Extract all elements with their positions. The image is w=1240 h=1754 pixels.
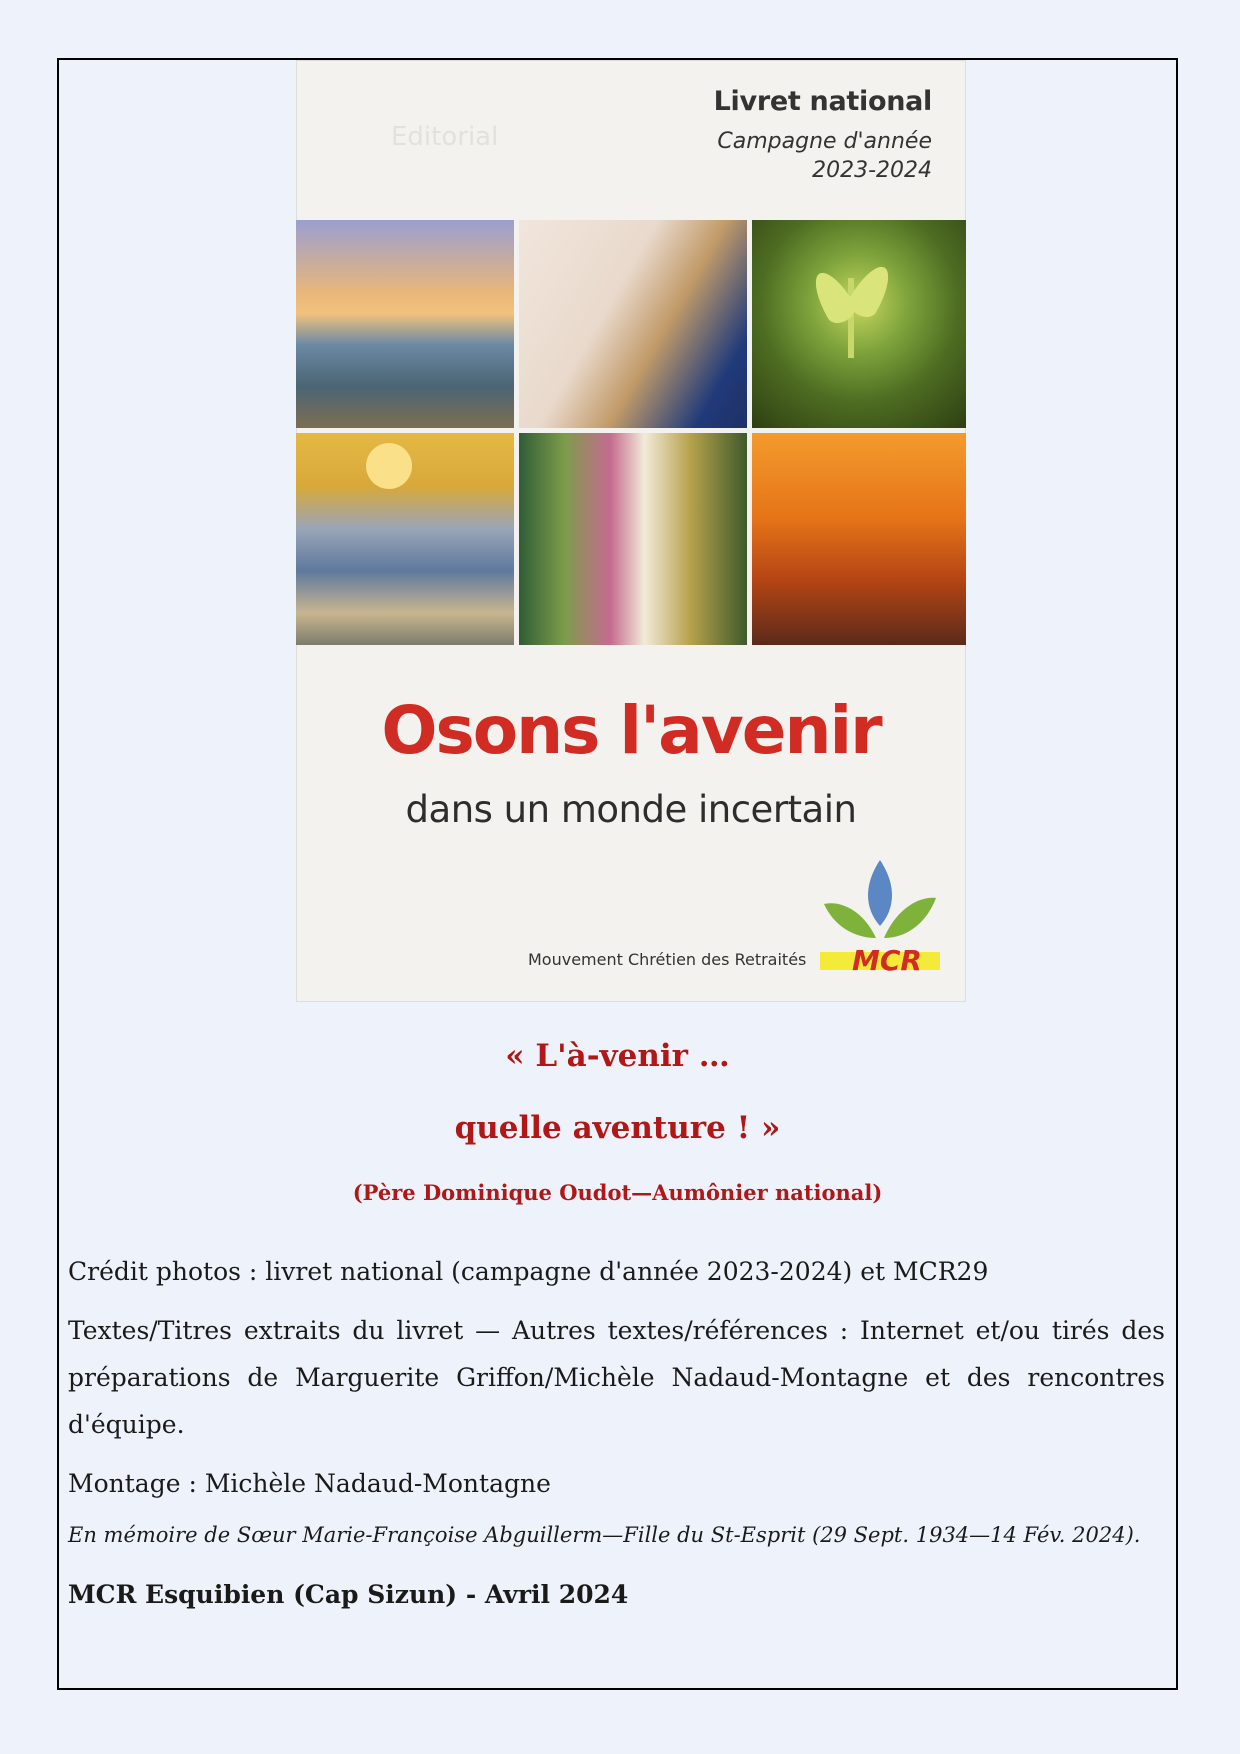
mcr-logo xyxy=(820,856,940,986)
photo-nun-and-elderly-woman xyxy=(519,220,747,428)
photo-fishermen-beach xyxy=(296,220,514,428)
cover-subtitle: dans un monde incertain xyxy=(405,788,857,831)
credit-montage: Montage : Michèle Nadaud-Montagne xyxy=(68,1469,551,1498)
painting-sun xyxy=(366,443,412,489)
booklet-cover-image xyxy=(296,60,966,1002)
credit-texts: Textes/Titres extraits du livret — Autres textes/références : Internet et/ou tirés des préparations de Marguerite Griffon/Michèle Nadaud-Montagne et des rencontres d'équipe. xyxy=(68,1316,1165,1439)
photo-sprout xyxy=(752,220,966,428)
cover-header-years: 2023-2024 xyxy=(812,158,932,183)
mcr-logo-text: MCR xyxy=(852,944,922,977)
cover-header-title: Livret national xyxy=(713,86,932,117)
quote-line-2: quelle aventure ! » xyxy=(454,1110,781,1146)
quote-author: (Père Dominique Oudot—Aumônier national) xyxy=(352,1180,883,1205)
photo-tree-silhouette xyxy=(752,433,966,645)
mcr-logo-graphic xyxy=(820,856,940,952)
cover-ghost-text: Editorial xyxy=(391,122,499,152)
quote-line-1: « L'à-venir … xyxy=(505,1038,730,1074)
cover-header xyxy=(714,86,932,183)
cover-header-subtitle: Campagne d'année xyxy=(717,129,932,154)
footer-signature: MCR Esquibien (Cap Sizun) - Avril 2024 xyxy=(68,1580,629,1609)
cover-organization: Mouvement Chrétien des Retraités xyxy=(528,950,807,969)
cover-photo-grid xyxy=(296,220,966,645)
cover-main-title: Osons l'avenir xyxy=(381,692,881,769)
memorial-note: En mémoire de Sœur Marie-Françoise Abguillerm—Fille du St-Esprit (29 Sept. 1934—14 Fév. 2024). xyxy=(68,1523,1141,1547)
photo-sower-painting xyxy=(296,433,514,645)
photo-stained-glass xyxy=(519,433,747,645)
credit-photos: Crédit photos : livret national (campagne d'année 2023-2024) et MCR29 xyxy=(68,1257,989,1286)
page-frame xyxy=(57,58,1178,1690)
